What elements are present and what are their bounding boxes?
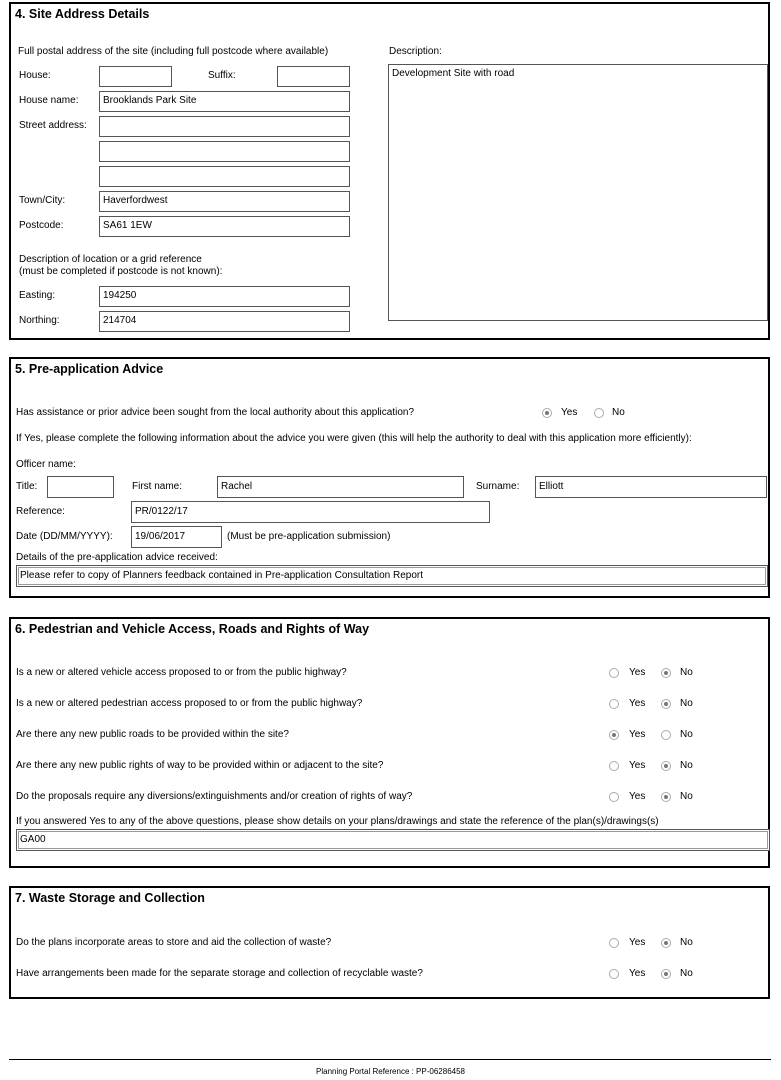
street-address-label: Street address: xyxy=(19,120,87,131)
no-radio[interactable] xyxy=(661,730,671,740)
no-label: No xyxy=(680,667,693,678)
section-waste-storage xyxy=(9,886,770,999)
footer-divider xyxy=(9,1059,771,1060)
yes-radio[interactable] xyxy=(609,699,619,709)
suffix-field[interactable] xyxy=(277,66,350,87)
postcode-label: Postcode: xyxy=(19,220,64,231)
section-title: 4. Site Address Details xyxy=(15,7,150,21)
no-label: No xyxy=(680,698,693,709)
title-label: Title: xyxy=(16,481,38,492)
street-address-field-3[interactable] xyxy=(99,166,350,187)
question-text: Do the proposals require any diversions/extinguishments and/or creation of rights of way? xyxy=(16,791,413,802)
yes-label: Yes xyxy=(629,760,646,771)
yes-label: Yes xyxy=(629,937,646,948)
reference-label: Reference: xyxy=(16,506,65,517)
title-field[interactable] xyxy=(47,476,114,498)
no-label: No xyxy=(680,968,693,979)
location-description-line1: Description of location or a grid reference xyxy=(19,254,202,265)
section-pre-application-advice xyxy=(9,357,770,598)
section-title: 7. Waste Storage and Collection xyxy=(15,891,205,905)
date-label: Date (DD/MM/YYYY): xyxy=(16,531,113,542)
question-text: Have arrangements been made for the separate storage and collection of recyclable waste? xyxy=(16,968,423,979)
town-field[interactable]: Haverfordwest xyxy=(99,191,350,212)
no-label: No xyxy=(680,937,693,948)
no-radio[interactable] xyxy=(661,792,671,802)
easting-field[interactable]: 194250 xyxy=(99,286,350,307)
details-label: Details of the pre-application advice received: xyxy=(16,552,218,563)
house-label: House: xyxy=(19,70,51,81)
officer-name-label: Officer name: xyxy=(16,459,76,470)
easting-label: Easting: xyxy=(19,290,56,301)
surname-label: Surname: xyxy=(476,481,520,492)
date-field[interactable]: 19/06/2017 xyxy=(131,526,222,548)
suffix-label: Suffix: xyxy=(208,70,236,81)
yes-radio[interactable] xyxy=(609,761,619,771)
question-text: Do the plans incorporate areas to store and aid the collection of waste? xyxy=(16,937,332,948)
town-label: Town/City: xyxy=(19,195,66,206)
advice-yes-label: Yes xyxy=(561,407,578,418)
yes-radio[interactable] xyxy=(609,938,619,948)
location-description-line2: (must be completed if postcode is not known): xyxy=(19,266,223,277)
house-name-field[interactable]: Brooklands Park Site xyxy=(99,91,350,112)
advice-no-label: No xyxy=(612,407,625,418)
description-textarea[interactable]: Development Site with road xyxy=(388,64,768,321)
no-radio[interactable] xyxy=(661,668,671,678)
no-label: No xyxy=(680,760,693,771)
no-radio[interactable] xyxy=(661,699,671,709)
details-field[interactable]: Please refer to copy of Planners feedback contained in Pre-application Consultation Report xyxy=(16,565,768,587)
section-site-address xyxy=(9,2,770,340)
street-address-field-1[interactable] xyxy=(99,116,350,137)
question-text: Are there any new public roads to be provided within the site? xyxy=(16,729,289,740)
no-label: No xyxy=(680,791,693,802)
house-field[interactable] xyxy=(99,66,172,87)
footer-reference: Planning Portal Reference : PP-06286458 xyxy=(316,1067,465,1076)
no-radio[interactable] xyxy=(661,938,671,948)
advice-yes-radio[interactable] xyxy=(542,408,552,418)
no-radio[interactable] xyxy=(661,969,671,979)
access-details-label: If you answered Yes to any of the above questions, please show details on your plans/drawings and state the reference of the plan(s)/drawings(s) xyxy=(16,816,659,827)
postcode-field[interactable]: SA61 1EW xyxy=(99,216,350,237)
question-text: Are there any new public rights of way to be provided within or adjacent to the site? xyxy=(16,760,384,771)
northing-label: Northing: xyxy=(19,315,60,326)
no-radio[interactable] xyxy=(661,761,671,771)
yes-radio[interactable] xyxy=(609,969,619,979)
yes-radio[interactable] xyxy=(609,730,619,740)
question-text: Is a new or altered vehicle access proposed to or from the public highway? xyxy=(16,667,347,678)
date-note: (Must be pre-application submission) xyxy=(227,531,391,542)
section-access-roads-rights-of-way xyxy=(9,617,770,868)
advice-no-radio[interactable] xyxy=(594,408,604,418)
address-intro: Full postal address of the site (including full postcode where available) xyxy=(18,46,329,57)
access-details-field[interactable]: GA00 xyxy=(16,829,770,851)
no-label: No xyxy=(680,729,693,740)
description-label: Description: xyxy=(389,46,442,57)
question-text: Is a new or altered pedestrian access proposed to or from the public highway? xyxy=(16,698,363,709)
first-name-field[interactable]: Rachel xyxy=(217,476,464,498)
reference-field[interactable]: PR/0122/17 xyxy=(131,501,490,523)
yes-radio[interactable] xyxy=(609,792,619,802)
advice-question: Has assistance or prior advice been sought from the local authority about this application? xyxy=(16,407,415,418)
first-name-label: First name: xyxy=(132,481,183,492)
advice-instruction: If Yes, please complete the following information about the advice you were given (this will help the authority to deal with this application more efficiently): xyxy=(16,433,692,444)
section-title: 5. Pre-application Advice xyxy=(15,362,164,376)
yes-label: Yes xyxy=(629,968,646,979)
yes-label: Yes xyxy=(629,698,646,709)
yes-radio[interactable] xyxy=(609,668,619,678)
yes-label: Yes xyxy=(629,729,646,740)
northing-field[interactable]: 214704 xyxy=(99,311,350,332)
street-address-field-2[interactable] xyxy=(99,141,350,162)
house-name-label: House name: xyxy=(19,95,79,106)
surname-field[interactable]: Elliott xyxy=(535,476,767,498)
yes-label: Yes xyxy=(629,791,646,802)
yes-label: Yes xyxy=(629,667,646,678)
section-title: 6. Pedestrian and Vehicle Access, Roads and Rights of Way xyxy=(15,622,370,636)
